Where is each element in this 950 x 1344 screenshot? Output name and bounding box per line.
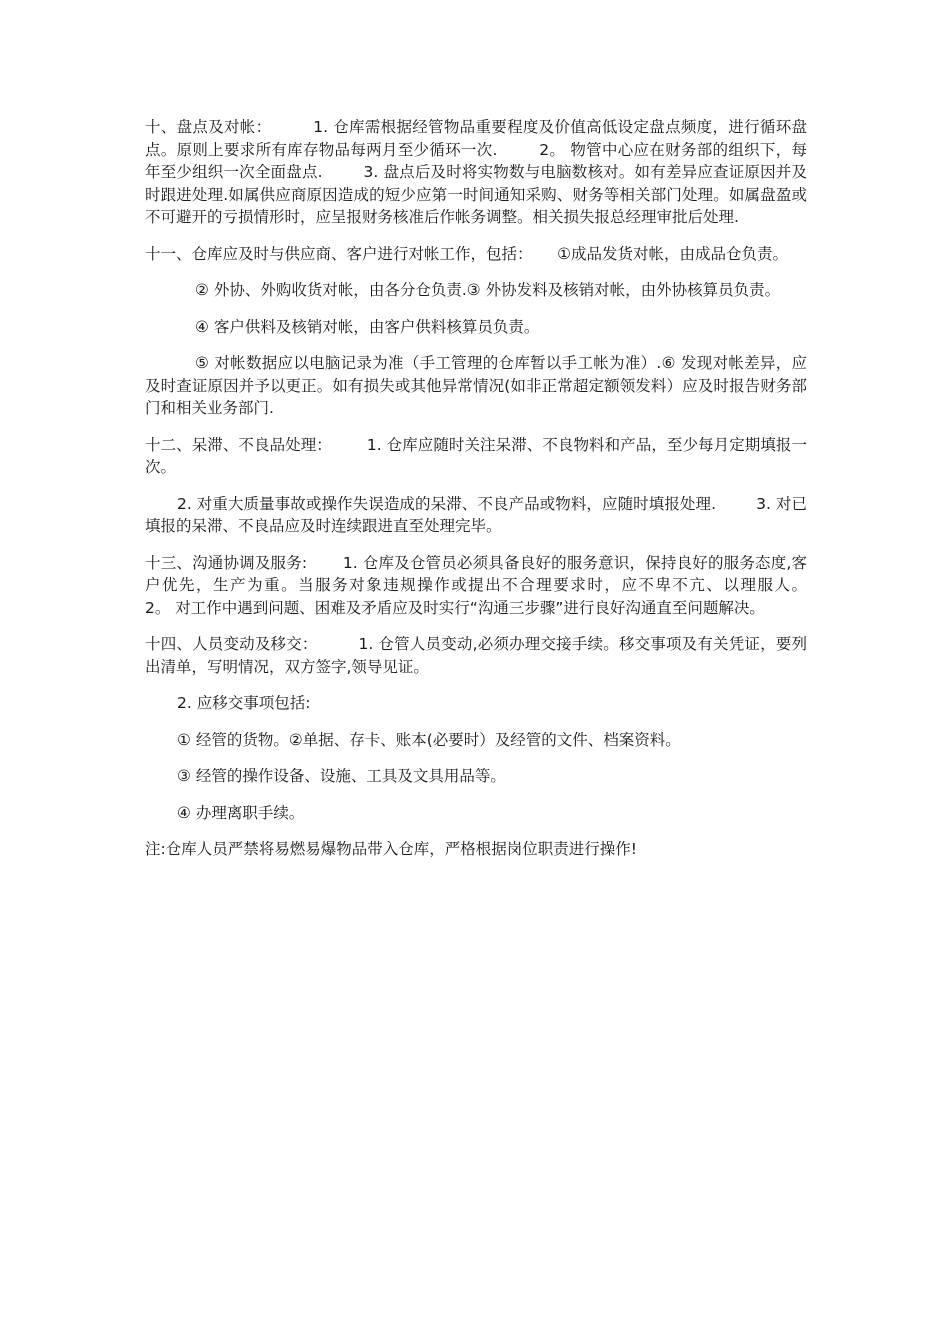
section-account-reconciliation-item-5: ⑤ 对帐数据应以电脑记录为准（手工管理的仓库暂以手工帐为准）.⑥ 发现对帐差异，应及时查证原因并予以更正。如有损失或其他异常情况(如非正常超定额领发料）应及时报告财务部门和相关业务部门. <box>145 354 807 417</box>
safety-note: 注:仓库人员严禁将易燃易爆物品带入仓库，严格根据岗位职责进行操作! <box>145 840 637 858</box>
document-page <box>145 116 847 875</box>
section-handover-items-heading: 2. 应移交事项包括: <box>177 694 311 712</box>
section-communication-service: 十三、沟通协调及服务: 1. 仓库及仓管员必须具备良好的服务意识，保持良好的服务态度,客户优先，生产为重。当服务对象违规操作或提出不合理要求时，应不卑不亢、以理服人。 2。 对工作中遇到问题、困难及矛盾应及时实行“沟通三步骤”进行良好沟通直至问题解决。 <box>145 553 847 617</box>
section-account-reconciliation-item-2: ② 外协、外购收货对帐，由各分仓负责.③ 外协发料及核销对帐，由外协核算员负责。 <box>195 281 781 299</box>
section-defective-goods: 十二、呆滞、不良品处理： 1. 仓库应随时关注呆滞、不良物料和产品，至少每月定期填报一次。 <box>145 435 807 476</box>
section-account-reconciliation-item-4: ④ 客户供料及核销对帐，由客户供料核算员负责。 <box>195 317 540 336</box>
section-handover-item-3: ③ 经管的操作设备、设施、工具及文具用品等。 <box>177 767 506 785</box>
section-account-reconciliation: 十一、仓库应及时与供应商、客户进行对帐工作，包括： ①成品发货对帐，由成品仓负责。 <box>145 244 789 263</box>
section-inventory-reconciliation: 十、盘点及对帐： 1. 仓库需根据经管物品重要程度及价值高低设定盘点频度，进行循环盘点。原则上要求所有库存物品每两月至少循环一次. 2。 物管中心应在财务部的组织下，每年至少组织一次全面盘点. 3. 盘点后及时将实物数与电脑数核对。如有差异应查证原因并及时跟进处理.如属供应商原因造成的短少应第一时间通知采购、财务等相关部门处理。如属盘盈或不可避开的亏损情形时，应呈报财务核准后作帐务调整。相关损失报总经理审批后处理. <box>145 118 807 226</box>
section-handover-item-1: ① 经管的货物。②单据、存卡、账本(必要时）及经管的文件、档案资料。 <box>177 730 681 749</box>
section-personnel-handover: 十四、人员变动及移交： 1. 仓管人员变动,必须办理交接手续。移交事项及有关凭证，要列出清单，写明情况，双方签字,领导见证。 <box>145 635 807 676</box>
section-defective-goods-item-2: 2. 对重大质量事故或操作失误造成的呆滞、不良产品或物料，应随时填报处理. 3. 对已填报的呆滞、不良品应及时连续跟进直至处理完毕。 <box>145 494 807 535</box>
section-handover-item-4: ④ 办理离职手续。 <box>177 803 305 822</box>
